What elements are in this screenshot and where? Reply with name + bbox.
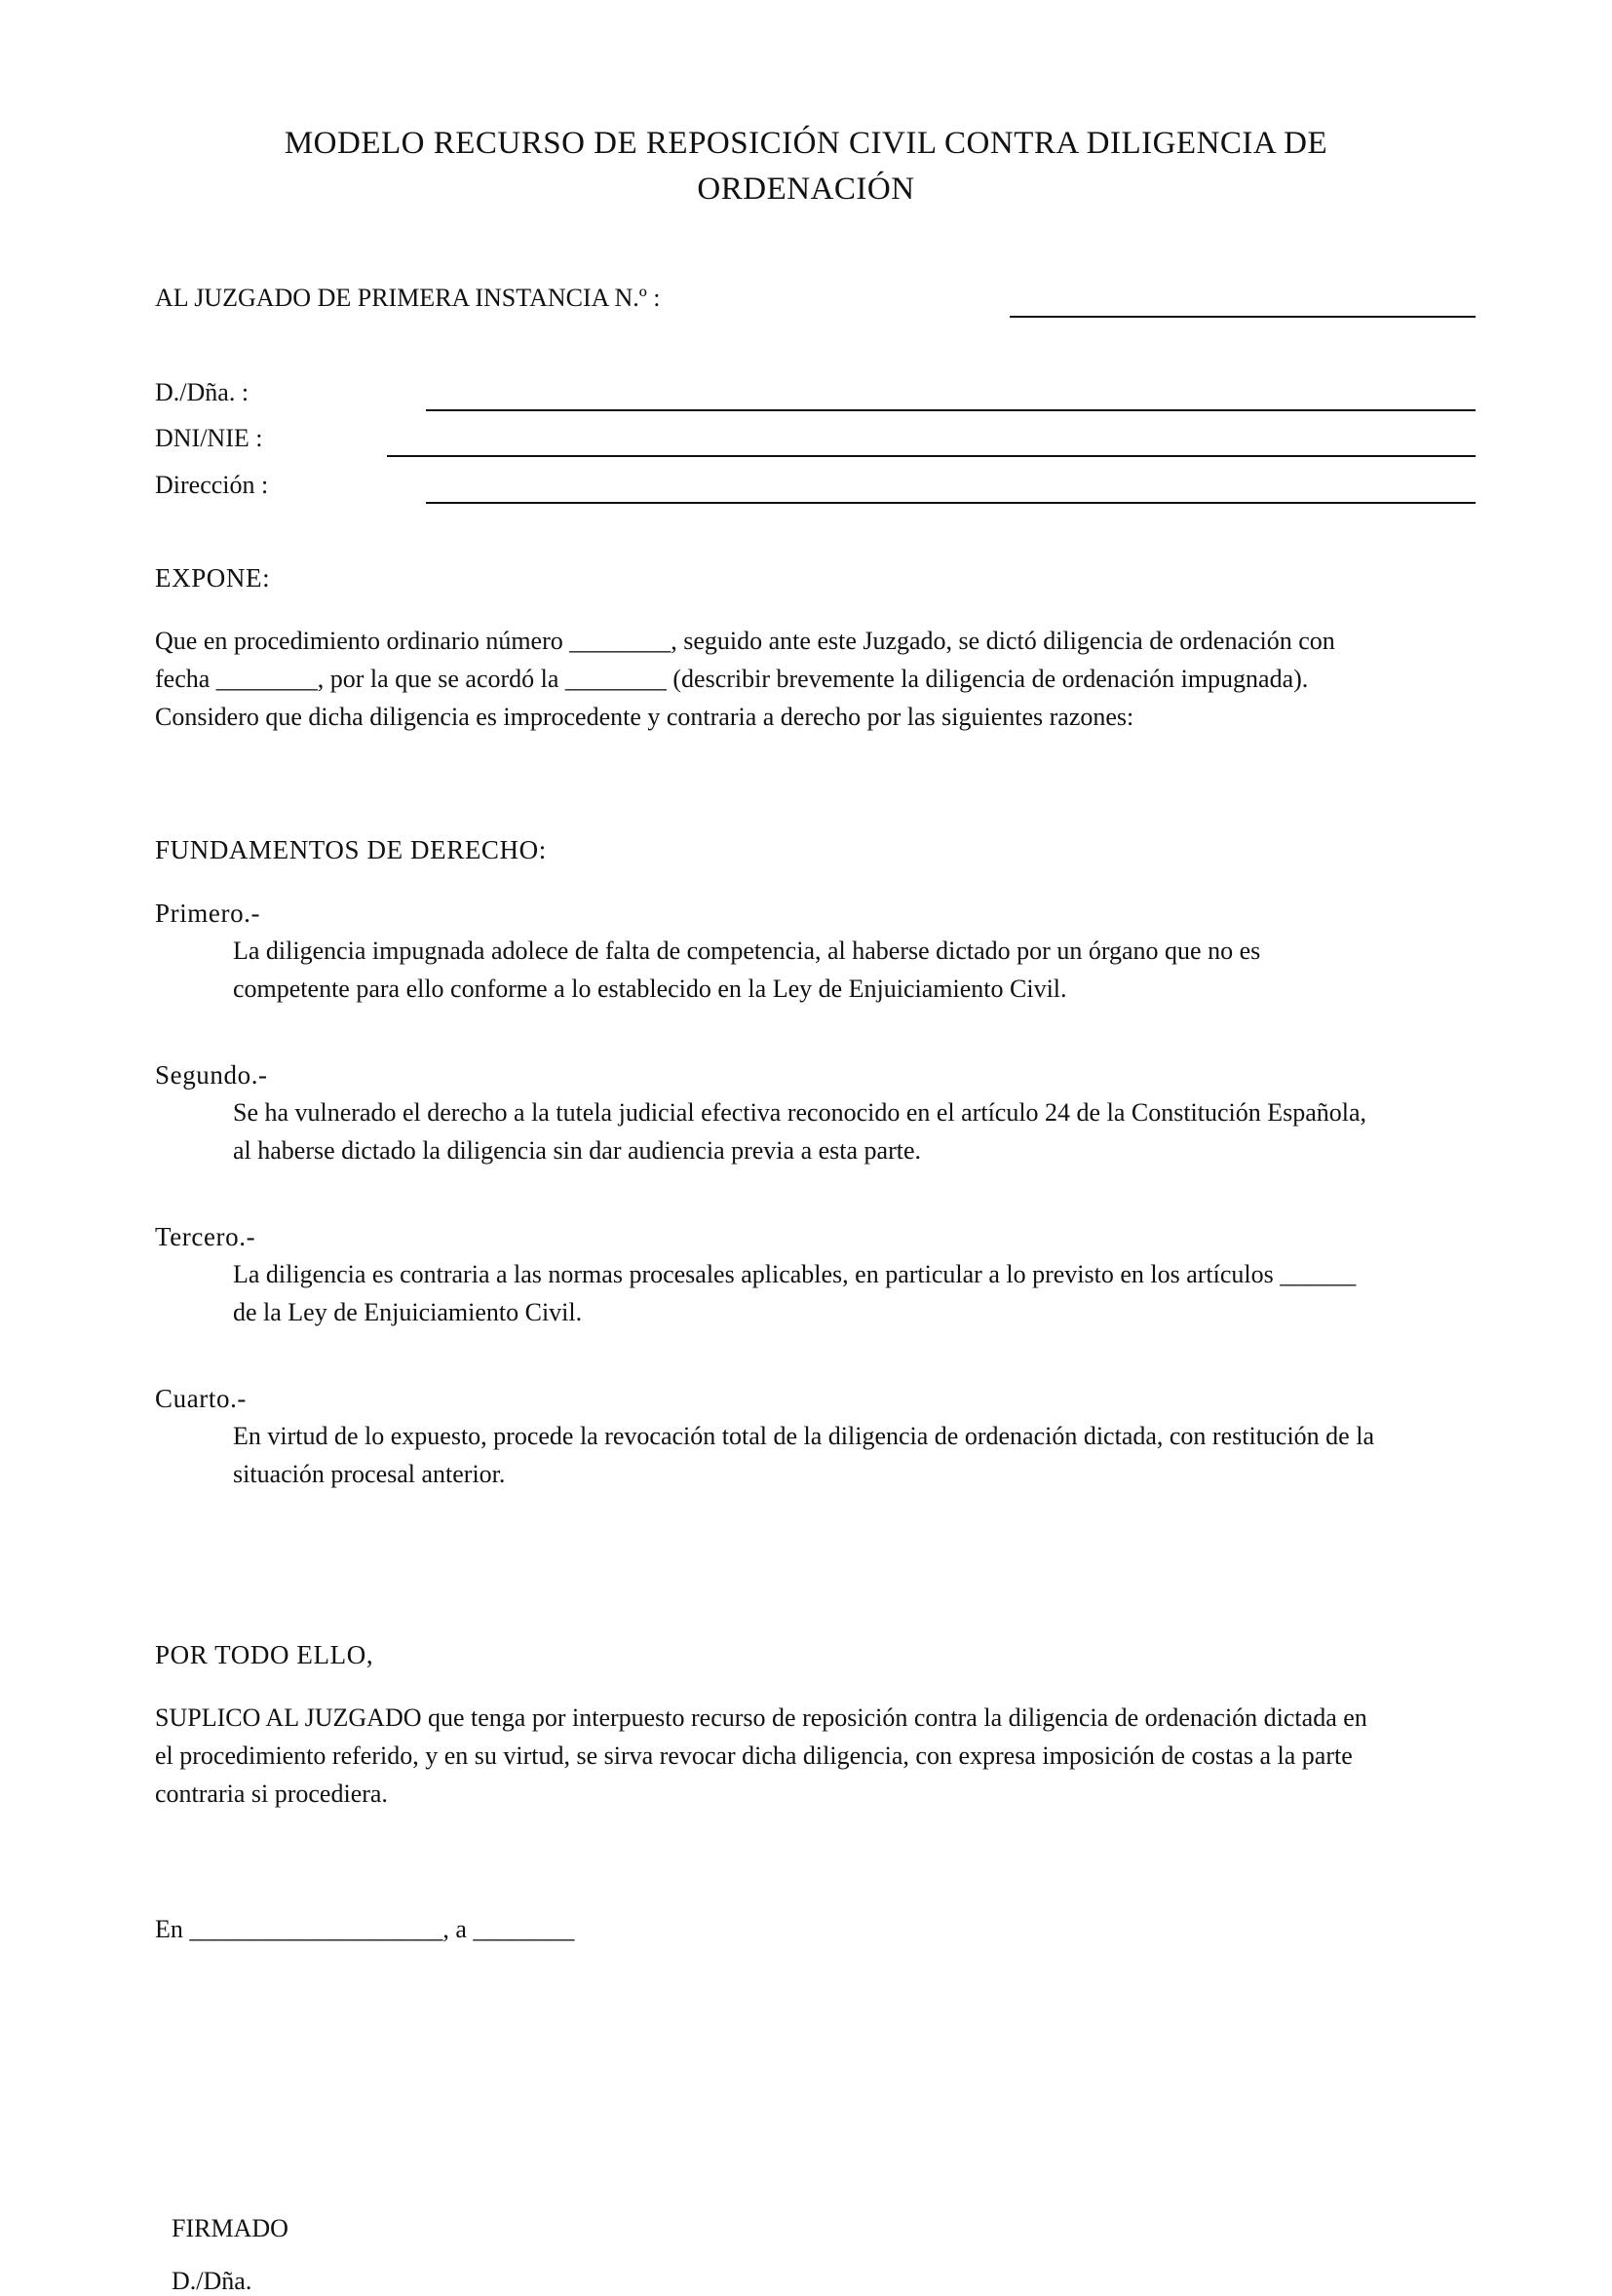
fundamento-segundo-line-2: al haberse dictado la diligencia sin dar audiencia previa a esta parte. bbox=[233, 1136, 921, 1165]
conclusion-line-2: el procedimiento referido, y en su virtud, se sirva revocar dicha diligencia, con expresa imposición de costas a la parte bbox=[155, 1741, 1353, 1770]
fundamento-cuarto-line-2: situación procesal anterior. bbox=[233, 1460, 506, 1488]
fundamentos-heading: FUNDAMENTOS DE DERECHO: bbox=[155, 835, 547, 864]
document-title-line-1: MODELO RECURSO DE REPOSICIÓN CIVIL CONTRA DILIGENCIA DE bbox=[284, 126, 1328, 161]
fundamento-label-cuarto: Cuarto.- bbox=[155, 1384, 248, 1413]
name-line bbox=[426, 409, 1476, 411]
fundamento-label-primero: Primero.- bbox=[155, 899, 261, 928]
fundamento-primero-line-2: competente para ello conforme a lo establecido en la Ley de Enjuiciamiento Civil. bbox=[233, 975, 1067, 1003]
fundamento-tercero-line-2: de la Ley de Enjuiciamiento Civil. bbox=[233, 1298, 583, 1326]
expone-line-2: fecha ________, por la que se acordó la ________ (describir brevemente la diligencia de ordenación impugnada). bbox=[155, 665, 1309, 693]
court-label: AL JUZGADO DE PRIMERA INSTANCIA N.º : bbox=[155, 284, 661, 312]
fundamento-tercero-line-1: La diligencia es contraria a las normas procesales aplicables, en particular a lo previsto en los artículos ______ bbox=[233, 1260, 1357, 1288]
conclusion-line-1: SUPLICO AL JUZGADO que tenga por interpuesto recurso de reposición contra la diligencia de ordenación dictada en bbox=[155, 1703, 1367, 1732]
name-label: D./Dña. : bbox=[155, 378, 249, 406]
conclusion-line-3: contraria si procediera. bbox=[155, 1779, 388, 1808]
document-title-line-2: ORDENACIÓN bbox=[697, 172, 915, 207]
expone-line-1: Que en procedimiento ordinario número ________, seguido ante este Juzgado, se dictó diligencia de ordenación con bbox=[155, 627, 1335, 655]
fundamento-segundo-line-1: Se ha vulnerado el derecho a la tutela judicial efectiva reconocido en el artículo 24 de la Constitución Española, bbox=[233, 1098, 1367, 1127]
signature-name-label: D./Dña. bbox=[172, 2267, 252, 2295]
expone-heading: EXPONE: bbox=[155, 563, 271, 593]
address-label: Dirección : bbox=[155, 471, 269, 499]
signed-label: FIRMADO bbox=[172, 2214, 288, 2242]
fundamento-label-tercero: Tercero.- bbox=[155, 1222, 256, 1251]
fundamento-cuarto-line-1: En virtud de lo expuesto, procede la revocación total de la diligencia de ordenación dictada, con restitución de la bbox=[233, 1422, 1374, 1450]
place-date-line: En ____________________, a ________ bbox=[155, 1915, 575, 1943]
address-line bbox=[426, 502, 1476, 504]
fundamento-label-segundo: Segundo.- bbox=[155, 1060, 268, 1090]
court-number-line bbox=[1010, 316, 1476, 318]
conclusion-heading: POR TODO ELLO, bbox=[155, 1640, 374, 1669]
expone-line-3: Considero que dicha diligencia es improcedente y contraria a derecho por las siguientes razones: bbox=[155, 703, 1134, 731]
dni-label: DNI/NIE : bbox=[155, 424, 263, 452]
fundamento-primero-line-1: La diligencia impugnada adolece de falta de competencia, al haberse dictado por un órgano que no es bbox=[233, 937, 1261, 965]
dni-line bbox=[387, 455, 1476, 457]
